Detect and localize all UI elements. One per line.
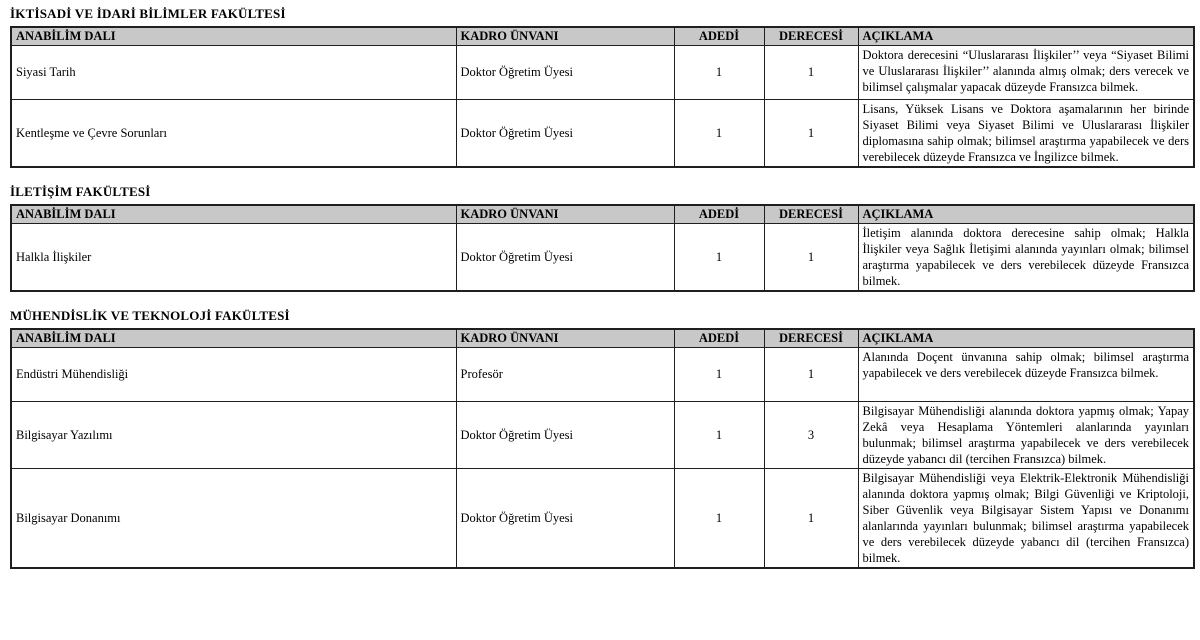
table-row — [11, 224, 1194, 292]
column-header: ANABİLİM DALI — [11, 205, 456, 224]
faculty-title: İLETİŞİM FAKÜLTESİ — [10, 184, 151, 199]
adedi-cell: 1 — [674, 469, 764, 569]
adedi-cell: 1 — [674, 348, 764, 402]
column-header: AÇIKLAMA — [858, 27, 1194, 46]
aciklama-cell: Bilgisayar Mühendisliği veya Elektrik-Elektronik Mühendisliği alanında doktora yapmış olmak; Bilgi Güvenliği ve Kriptoloji, Siber Güvenlik veya Bilgisayar Sistem Yapısı ve Donanımı alanlarında yayınları bulunmak; bilimsel araştırma yapabilecek ve ders verebilecek düzeyde yabancı dil (tercihen Fransızca) bilmek. — [858, 469, 1194, 569]
kadro-unvani-cell: Profesör — [456, 348, 674, 402]
anabilim-dali-cell: Kentleşme ve Çevre Sorunları — [11, 100, 456, 168]
table-body — [11, 46, 1194, 168]
derecesi-cell: 3 — [764, 402, 858, 469]
anabilim-dali-cell: Bilgisayar Donanımı — [11, 469, 456, 569]
anabilim-dali-cell: Bilgisayar Yazılımı — [11, 402, 456, 469]
adedi-cell: 1 — [674, 100, 764, 168]
header-row — [11, 205, 1194, 224]
kadro-unvani-cell: Doktor Öğretim Üyesi — [456, 402, 674, 469]
column-header: DERECESİ — [764, 205, 858, 224]
column-header: KADRO ÜNVANI — [456, 329, 674, 348]
sections — [10, 6, 1193, 569]
derecesi-cell: 1 — [764, 348, 858, 402]
column-header: ADEDİ — [674, 205, 764, 224]
table-body — [11, 224, 1194, 292]
aciklama-cell: Lisans, Yüksek Lisans ve Doktora aşamalarının her birinde Siyaset Bilimi veya Siyaset Bilimi ve Uluslararası İlişkiler diplomasına sahip olmak; bilimsel araştırma yapabilecek ve ders verebilecek düzeyde Fransızca ve İngilizce bilmek. — [858, 100, 1194, 168]
positions-table — [10, 26, 1195, 168]
adedi-cell: 1 — [674, 402, 764, 469]
faculty-section — [10, 6, 1193, 168]
positions-table — [10, 328, 1195, 569]
kadro-unvani-cell: Doktor Öğretim Üyesi — [456, 100, 674, 168]
column-header: KADRO ÜNVANI — [456, 205, 674, 224]
kadro-unvani-cell: Doktor Öğretim Üyesi — [456, 46, 674, 100]
derecesi-cell: 1 — [764, 100, 858, 168]
column-header: ADEDİ — [674, 329, 764, 348]
derecesi-cell: 1 — [764, 224, 858, 292]
aciklama-cell: Bilgisayar Mühendisliği alanında doktora yapmış olmak; Yapay Zekâ veya Hesaplama Yöntemleri alanlarında yayınları bulunmak; bilimsel araştırma yapabilecek ve ders verebilecek düzeyde yabancı dil (tercihen Fransızca) bilmek. — [858, 402, 1194, 469]
anabilim-dali-cell: Siyasi Tarih — [11, 46, 456, 100]
aciklama-cell: Doktora derecesini “Uluslararası İlişkiler’’ veya “Siyaset Bilimi ve Uluslararası İlişkiler’’ alanında almış olmak; ders verecek ve bilimsel çalışmalar yapacak düzeyde Fransızca bilmek. — [858, 46, 1194, 100]
column-header: DERECESİ — [764, 329, 858, 348]
column-header: ANABİLİM DALI — [11, 329, 456, 348]
column-header: AÇIKLAMA — [858, 205, 1194, 224]
header-row — [11, 27, 1194, 46]
positions-table — [10, 204, 1195, 292]
table-body — [11, 348, 1194, 569]
table-row — [11, 46, 1194, 100]
header-row — [11, 329, 1194, 348]
derecesi-cell: 1 — [764, 46, 858, 100]
column-header: KADRO ÜNVANI — [456, 27, 674, 46]
aciklama-cell: İletişim alanında doktora derecesine sahip olmak; Halkla İlişkiler veya Sağlık İletişimi alanında yayınları olmak; bilimsel araştırma yapabilecek ve ders verebilecek düzeyde Fransızca bilmek. — [858, 224, 1194, 292]
table-row — [11, 402, 1194, 469]
faculty-section — [10, 308, 1193, 569]
kadro-unvani-cell: Doktor Öğretim Üyesi — [456, 224, 674, 292]
anabilim-dali-cell: Endüstri Mühendisliği — [11, 348, 456, 402]
faculty-title: MÜHENDİSLİK VE TEKNOLOJİ FAKÜLTESİ — [10, 308, 290, 323]
adedi-cell: 1 — [674, 224, 764, 292]
column-header: DERECESİ — [764, 27, 858, 46]
column-header: ANABİLİM DALI — [11, 27, 456, 46]
faculty-title: İKTİSADİ VE İDARİ BİLİMLER FAKÜLTESİ — [10, 6, 286, 21]
aciklama-cell: Alanında Doçent ünvanına sahip olmak; bilimsel araştırma yapabilecek ve ders verebilecek düzeyde Fransızca bilmek. — [858, 348, 1194, 402]
column-header: ADEDİ — [674, 27, 764, 46]
anabilim-dali-cell: Halkla İlişkiler — [11, 224, 456, 292]
table-row — [11, 100, 1194, 168]
table-row — [11, 469, 1194, 569]
kadro-unvani-cell: Doktor Öğretim Üyesi — [456, 469, 674, 569]
faculty-section — [10, 184, 1193, 292]
table-row — [11, 348, 1194, 402]
column-header: AÇIKLAMA — [858, 329, 1194, 348]
adedi-cell: 1 — [674, 46, 764, 100]
derecesi-cell: 1 — [764, 469, 858, 569]
